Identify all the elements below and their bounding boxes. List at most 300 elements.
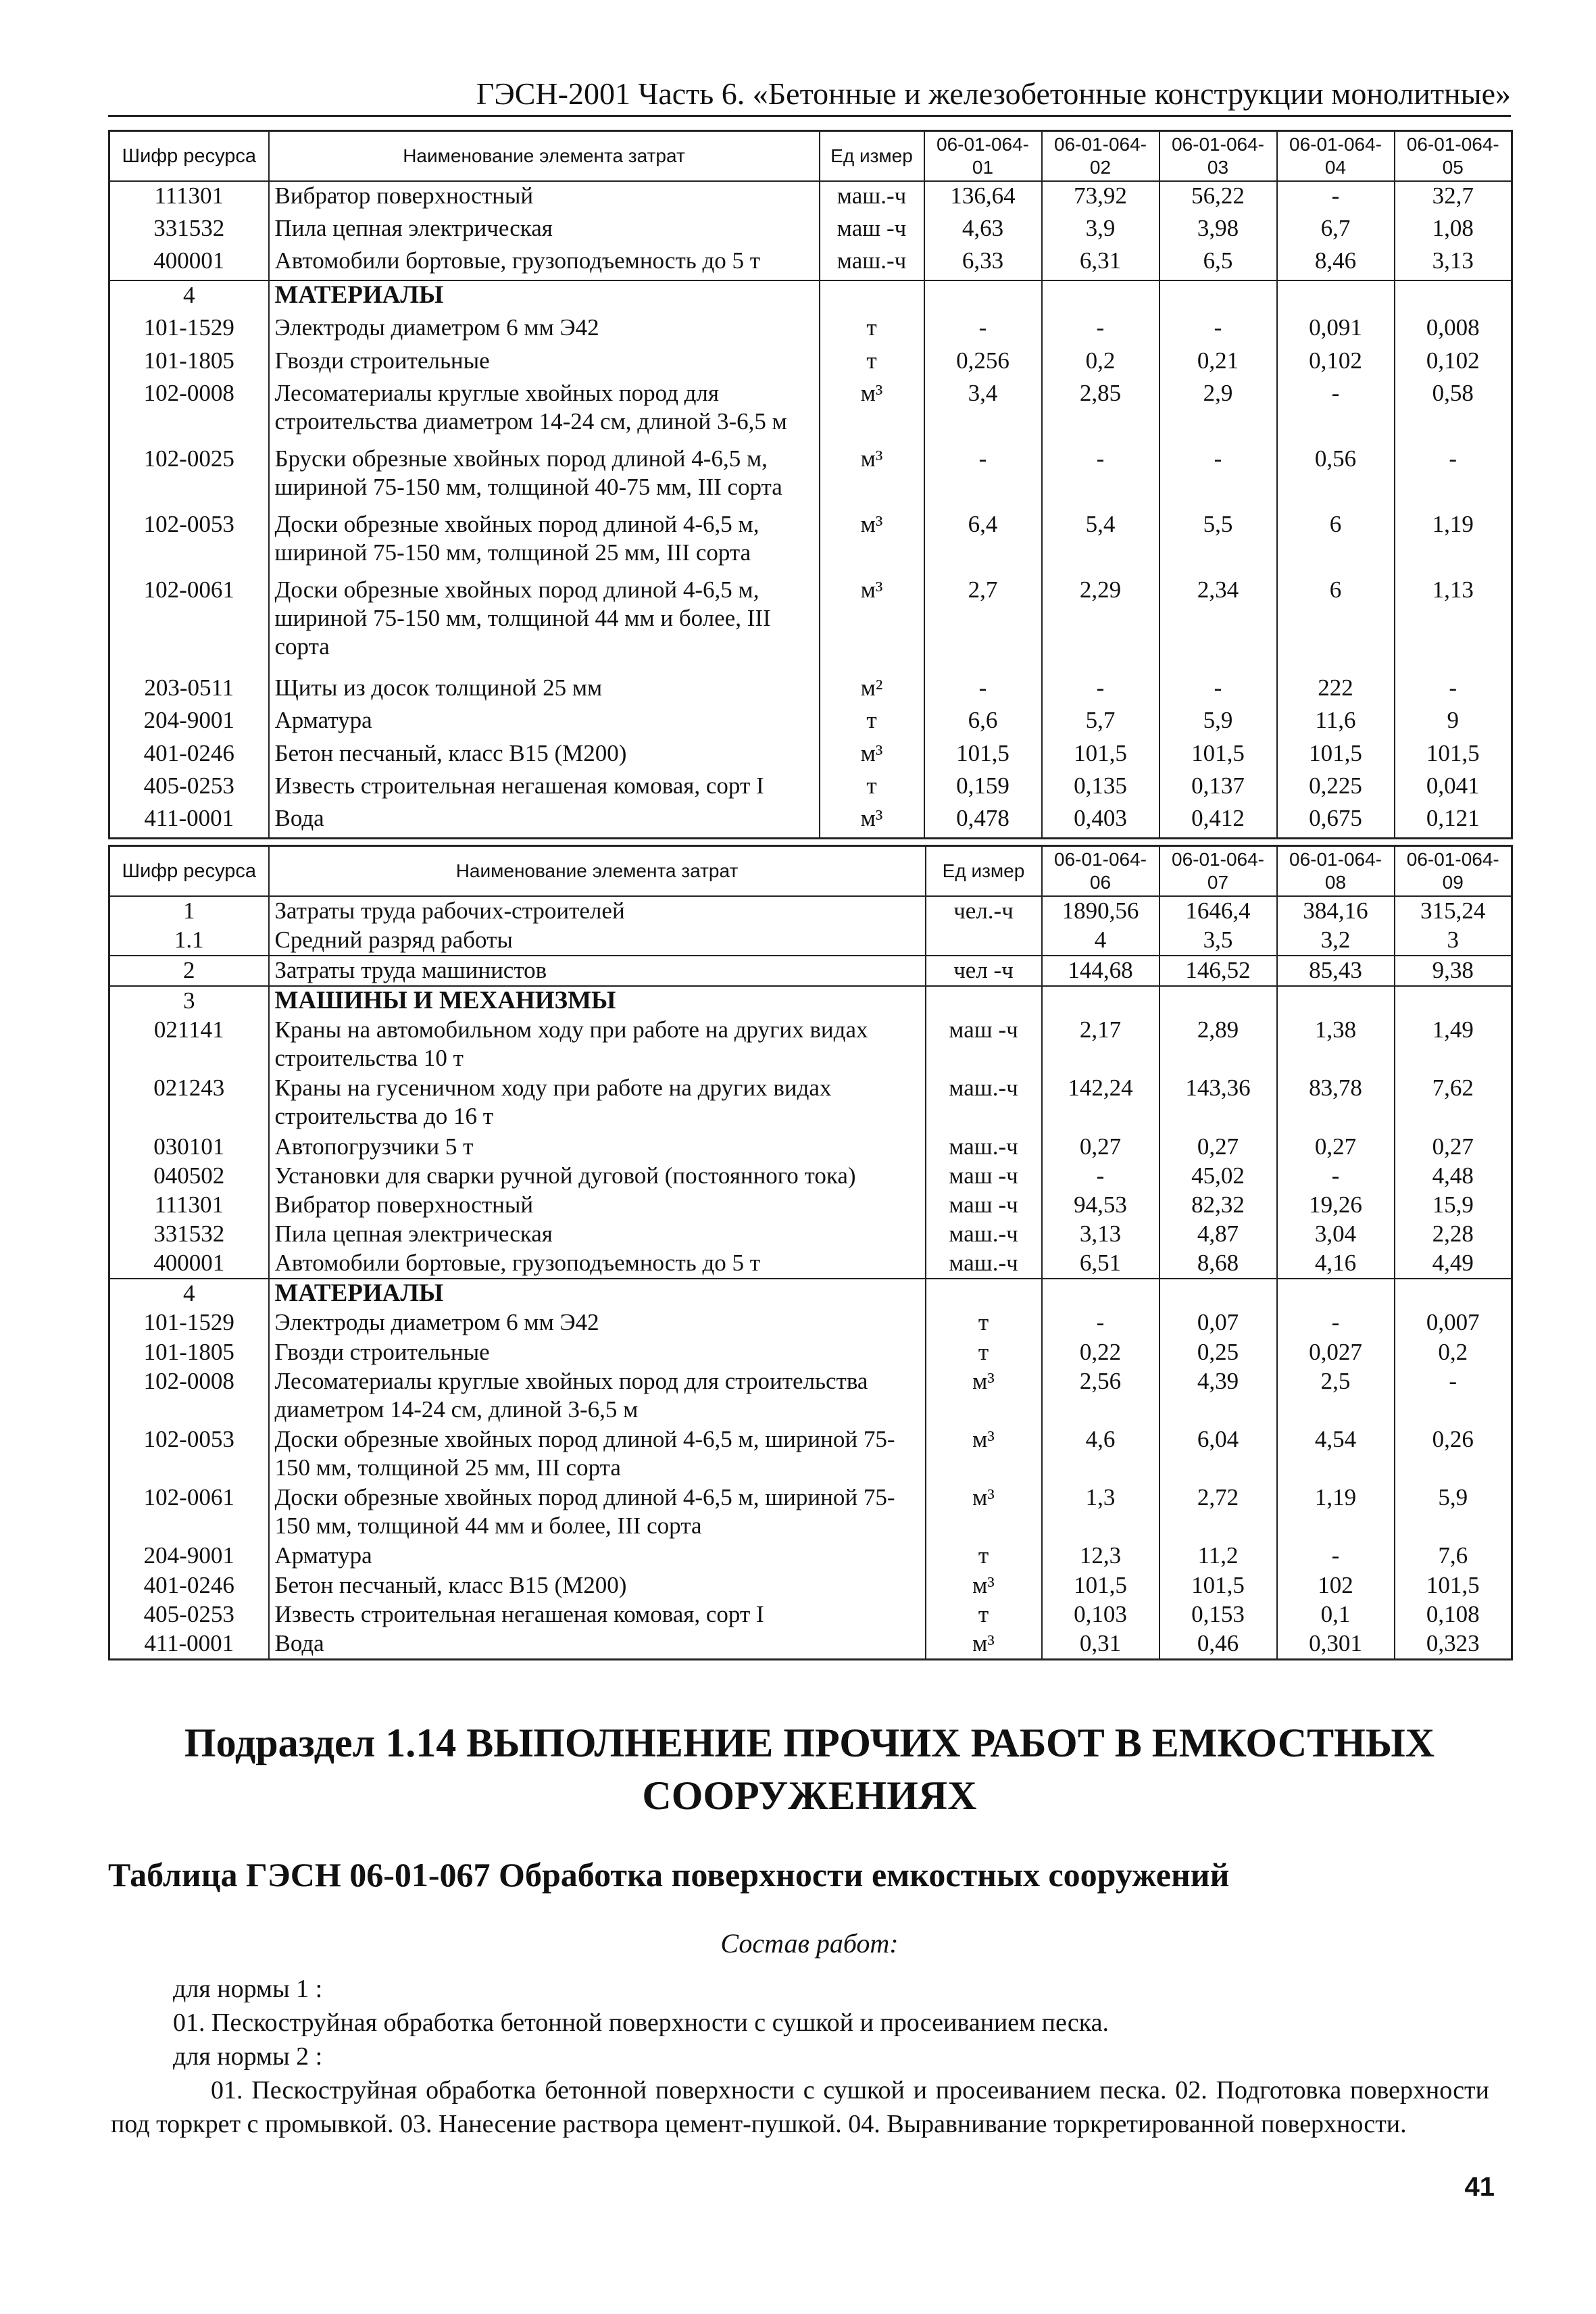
cell-value (1277, 280, 1395, 314)
cell-value: 0,121 (1395, 804, 1512, 838)
cell-unit: т (820, 706, 924, 739)
cell-value: 6,04 (1159, 1425, 1277, 1483)
cell-value: 0,07 (1159, 1308, 1277, 1337)
cell-value: 2,17 (1042, 1016, 1159, 1074)
cell-code: 021141 (109, 1016, 269, 1074)
cell-code: 102-0061 (109, 576, 269, 674)
cell-code: 102-0053 (109, 510, 269, 576)
cell-name: МАТЕРИАЛЫ (269, 1279, 926, 1308)
cell-code: 030101 (109, 1133, 269, 1162)
cell-name: Лесоматериалы круглые хвойных пород для строительства диаметром 14-24 см, длиной 3-6,5 м (269, 1367, 926, 1425)
cell-name: Пила цепная электрическая (269, 1220, 926, 1249)
cell-value: 1646,4 (1159, 896, 1277, 926)
cell-value: 15,9 (1395, 1191, 1512, 1220)
cell-value: 3,9 (1042, 214, 1159, 247)
cell-name: Краны на гусеничном ходу при работе на других видах строительства до 16 т (269, 1074, 926, 1132)
resource-table-2 (108, 845, 1513, 1660)
cell-value: 5,7 (1042, 706, 1159, 739)
cell-value (1159, 986, 1277, 1016)
cell-code: 101-1529 (109, 1308, 269, 1337)
cell-name: Вода (269, 1629, 926, 1660)
table-row (109, 1483, 1512, 1542)
cell-name: Краны на автомобильном ходу при работе на других видах строительства 10 т (269, 1016, 926, 1074)
cell-value: 2,29 (1042, 576, 1159, 674)
cell-code: 021243 (109, 1074, 269, 1132)
cell-value: 101,5 (1395, 739, 1512, 772)
cell-unit: маш -ч (926, 1162, 1042, 1191)
table-header-row (109, 131, 1512, 181)
cell-value: 2,56 (1042, 1367, 1159, 1425)
norm2-label: для нормы 2 : (173, 2042, 323, 2071)
cell-value: 11,6 (1277, 706, 1395, 739)
cell-code: 204-9001 (109, 1542, 269, 1571)
cell-value: 0,137 (1159, 772, 1277, 804)
cell-unit: маш.-ч (926, 1220, 1042, 1249)
table-row (109, 1016, 1512, 1074)
cell-value: 6 (1277, 510, 1395, 576)
cell-code: 4 (109, 1279, 269, 1308)
cell-name: Вибратор поверхностный (269, 1191, 926, 1220)
cell-unit: маш.-ч (820, 247, 924, 280)
cell-value: 144,68 (1042, 956, 1159, 986)
table-title: Таблица ГЭСН 06-01-067 Обработка поверхности емкостных сооружений (108, 1856, 1230, 1894)
table-row (109, 214, 1512, 247)
cell-name: Вода (269, 804, 820, 838)
cell-value: 3,98 (1159, 214, 1277, 247)
cell-name: Доски обрезные хвойных пород длиной 4-6,5 м, шириной 75-150 мм, толщиной 44 мм и более, III сорта (269, 576, 820, 674)
cell-unit: маш.-ч (926, 1074, 1042, 1132)
table-row (109, 379, 1512, 445)
cell-unit: м² (820, 674, 924, 706)
cell-value: 3,5 (1159, 926, 1277, 956)
cell-code: 102-0053 (109, 1425, 269, 1483)
cell-value (1395, 1279, 1512, 1308)
norm1-label: для нормы 1 : (173, 1975, 323, 2003)
cell-unit (926, 1279, 1042, 1308)
cell-name: Пила цепная электрическая (269, 214, 820, 247)
cell-value (1277, 986, 1395, 1016)
cell-value: 7,6 (1395, 1542, 1512, 1571)
composition-heading: Состав работ: (720, 1928, 899, 1959)
cell-unit: маш -ч (926, 1191, 1042, 1220)
cell-value: 0,103 (1042, 1600, 1159, 1629)
table-row (109, 1074, 1512, 1132)
cell-unit: м³ (820, 379, 924, 445)
cell-value: 101,5 (1277, 739, 1395, 772)
cell-unit: м³ (820, 510, 924, 576)
cell-value: 5,4 (1042, 510, 1159, 576)
cell-value: 101,5 (1159, 1571, 1277, 1600)
cell-code: 331532 (109, 1220, 269, 1249)
cell-value: - (1042, 314, 1159, 346)
section-row (109, 1279, 1512, 1308)
cell-code: 405-0253 (109, 772, 269, 804)
cell-name: Электроды диаметром 6 мм Э42 (269, 314, 820, 346)
cell-code: 102-0008 (109, 379, 269, 445)
cell-value: 4 (1042, 926, 1159, 956)
cell-value: - (1042, 1162, 1159, 1191)
cell-value: 4,6 (1042, 1425, 1159, 1483)
table-row (109, 576, 1512, 674)
cell-value: 0,102 (1277, 347, 1395, 379)
cell-code: 101-1805 (109, 347, 269, 379)
column-header: 06-01-064-09 (1395, 846, 1512, 896)
cell-value: 1,13 (1395, 576, 1512, 674)
cell-value (1395, 280, 1512, 314)
cell-name: Затраты труда машинистов (269, 956, 926, 986)
cell-value: - (1159, 314, 1277, 346)
cell-unit: чел.-ч (926, 896, 1042, 926)
cell-value: 146,52 (1159, 956, 1277, 986)
cell-value: 0,301 (1277, 1629, 1395, 1660)
cell-value: 4,39 (1159, 1367, 1277, 1425)
cell-value: 1,08 (1395, 214, 1512, 247)
cell-value: 143,36 (1159, 1074, 1277, 1132)
cell-value: 0,403 (1042, 804, 1159, 838)
cell-value: 8,46 (1277, 247, 1395, 280)
cell-code: 331532 (109, 214, 269, 247)
cell-value: 6,31 (1042, 247, 1159, 280)
cell-value: 0,22 (1042, 1338, 1159, 1367)
cell-value (1277, 1279, 1395, 1308)
cell-unit: м³ (820, 739, 924, 772)
table-row (109, 926, 1512, 956)
cell-value (924, 280, 1042, 314)
table-row (109, 181, 1512, 215)
table-header-row (109, 846, 1512, 896)
cell-value: 2,5 (1277, 1367, 1395, 1425)
work-composition (111, 1972, 1489, 2141)
cell-name: Щиты из досок толщиной 25 мм (269, 674, 820, 706)
table-row (109, 1308, 1512, 1337)
table-row (109, 1220, 1512, 1249)
cell-code: 111301 (109, 181, 269, 215)
cell-value: 0,2 (1395, 1338, 1512, 1367)
cell-value: 0,159 (924, 772, 1042, 804)
cell-value: - (1277, 181, 1395, 215)
cell-value (1042, 1279, 1159, 1308)
cell-value: 3,4 (924, 379, 1042, 445)
cell-value: 4,16 (1277, 1249, 1395, 1279)
cell-code: 204-9001 (109, 706, 269, 739)
cell-code: 400001 (109, 247, 269, 280)
cell-name: Установки для сварки ручной дуговой (постоянного тока) (269, 1162, 926, 1191)
table-row (109, 1133, 1512, 1162)
cell-value: - (1395, 674, 1512, 706)
table-row (109, 445, 1512, 510)
cell-value: 2,7 (924, 576, 1042, 674)
table-row (109, 1425, 1512, 1483)
cell-code: 101-1805 (109, 1338, 269, 1367)
cell-unit: т (820, 772, 924, 804)
cell-name: МАШИНЫ И МЕХАНИЗМЫ (269, 986, 926, 1016)
cell-unit: м³ (926, 1629, 1042, 1660)
cell-value: - (1159, 445, 1277, 510)
cell-unit: т (820, 314, 924, 346)
cell-value: 0,1 (1277, 1600, 1395, 1629)
cell-value: 3,04 (1277, 1220, 1395, 1249)
cell-value: 73,92 (1042, 181, 1159, 215)
cell-value: - (1395, 1367, 1512, 1425)
norm2-text: 01. Пескоструйная обработка бетонной поверхности с сушкой и просеиванием песка. 02. Подготовка поверхности под торкрет с промывкой. 03. Нанесение раствора цемент-пушкой. 04. Выравнивание торкретированной поверхности. (111, 2076, 1489, 2138)
cell-value: - (1042, 674, 1159, 706)
cell-value: - (1159, 674, 1277, 706)
cell-name: Арматура (269, 706, 820, 739)
table-row (109, 1191, 1512, 1220)
table-row (109, 1542, 1512, 1571)
cell-value: 0,108 (1395, 1600, 1512, 1629)
cell-unit: м³ (820, 445, 924, 510)
cell-value: 0,041 (1395, 772, 1512, 804)
cell-code: 101-1529 (109, 314, 269, 346)
cell-value: 0,091 (1277, 314, 1395, 346)
cell-value: 94,53 (1042, 1191, 1159, 1220)
cell-name: Автомобили бортовые, грузоподъемность до 5 т (269, 1249, 926, 1279)
cell-value: 0,102 (1395, 347, 1512, 379)
column-header: 06-01-064-03 (1159, 131, 1277, 181)
cell-value: - (1277, 1308, 1395, 1337)
cell-value: 5,9 (1159, 706, 1277, 739)
cell-code: 401-0246 (109, 739, 269, 772)
cell-name: Гвозди строительные (269, 1338, 926, 1367)
cell-name: Автопогрузчики 5 т (269, 1133, 926, 1162)
cell-value: 0,21 (1159, 347, 1277, 379)
cell-code: 411-0001 (109, 1629, 269, 1660)
column-header: 06-01-064-06 (1042, 846, 1159, 896)
table-row (109, 314, 1512, 346)
cell-value: 0,027 (1277, 1338, 1395, 1367)
cell-value: 0,153 (1159, 1600, 1277, 1629)
column-header: Наименование элемента затрат (269, 131, 820, 181)
cell-code: 2 (109, 956, 269, 986)
cell-name: Гвозди строительные (269, 347, 820, 379)
cell-name: Электроды диаметром 6 мм Э42 (269, 1308, 926, 1337)
cell-name: Доски обрезные хвойных пород длиной 4-6,5 м, шириной 75-150 мм, толщиной 25 мм, III сорта (269, 510, 820, 576)
cell-code: 1 (109, 896, 269, 926)
cell-unit: т (926, 1338, 1042, 1367)
cell-value: 4,48 (1395, 1162, 1512, 1191)
cell-value: 136,64 (924, 181, 1042, 215)
page-number: 41 (1464, 2172, 1495, 2202)
cell-value: 0,007 (1395, 1308, 1512, 1337)
cell-value: 3 (1395, 926, 1512, 956)
cell-code: 401-0246 (109, 1571, 269, 1600)
cell-code: 400001 (109, 1249, 269, 1279)
cell-value (1395, 986, 1512, 1016)
cell-unit: м³ (820, 804, 924, 838)
norm1-text: 01. Пескоструйная обработка бетонной поверхности с сушкой и просеиванием песка. (173, 2009, 1109, 2037)
cell-value: 6,33 (924, 247, 1042, 280)
cell-unit: маш -ч (820, 214, 924, 247)
cell-value: 0,27 (1159, 1133, 1277, 1162)
column-header: Наименование элемента затрат (269, 846, 926, 896)
cell-value: 2,34 (1159, 576, 1277, 674)
cell-value: 0,478 (924, 804, 1042, 838)
cell-code: 102-0025 (109, 445, 269, 510)
cell-value: 6,4 (924, 510, 1042, 576)
cell-value: 2,72 (1159, 1483, 1277, 1542)
cell-code: 203-0511 (109, 674, 269, 706)
cell-value: 0,225 (1277, 772, 1395, 804)
cell-value: 0,323 (1395, 1629, 1512, 1660)
cell-value (1159, 1279, 1277, 1308)
cell-unit: т (926, 1542, 1042, 1571)
cell-value: 5,9 (1395, 1483, 1512, 1542)
table-row (109, 674, 1512, 706)
cell-value: 0,412 (1159, 804, 1277, 838)
cell-value: 11,2 (1159, 1542, 1277, 1571)
cell-value: 7,62 (1395, 1074, 1512, 1132)
column-header: Ед измер (926, 846, 1042, 896)
cell-name: Лесоматериалы круглые хвойных пород для строительства диаметром 14-24 см, длиной 3-6,5 м (269, 379, 820, 445)
resource-table-1 (108, 130, 1513, 839)
cell-value: 83,78 (1277, 1074, 1395, 1132)
table-row (109, 1367, 1512, 1425)
cell-name: Доски обрезные хвойных пород длиной 4-6,5 м, шириной 75-150 мм, толщиной 25 мм, III сорта (269, 1425, 926, 1483)
cell-name: Бетон песчаный, класс В15 (М200) (269, 739, 820, 772)
table-row (109, 1629, 1512, 1660)
cell-unit (820, 280, 924, 314)
cell-value: 101,5 (924, 739, 1042, 772)
cell-value: 3,13 (1395, 247, 1512, 280)
section-row (109, 986, 1512, 1016)
column-header: 06-01-064-07 (1159, 846, 1277, 896)
cell-unit: м³ (926, 1483, 1042, 1542)
cell-value: 1890,56 (1042, 896, 1159, 926)
cell-name: Затраты труда рабочих-строителей (269, 896, 926, 926)
cell-value: 19,26 (1277, 1191, 1395, 1220)
subsection-title: Подраздел 1.14 ВЫПОЛНЕНИЕ ПРОЧИХ РАБОТ В ЕМКОСТНЫХ СООРУЖЕНИЯХ (184, 1721, 1435, 1818)
table-row (109, 510, 1512, 576)
cell-name: Бетон песчаный, класс В15 (М200) (269, 1571, 926, 1600)
cell-value: 0,2 (1042, 347, 1159, 379)
cell-value: 56,22 (1159, 181, 1277, 215)
cell-unit: т (926, 1308, 1042, 1337)
cell-unit: м³ (926, 1425, 1042, 1483)
cell-name: Средний разряд работы (269, 926, 926, 956)
cell-unit (926, 926, 1042, 956)
cell-code: 3 (109, 986, 269, 1016)
cell-value: 6,7 (1277, 214, 1395, 247)
cell-value: 12,3 (1042, 1542, 1159, 1571)
cell-value: 0,135 (1042, 772, 1159, 804)
cell-value: 0,58 (1395, 379, 1512, 445)
cell-unit: м³ (820, 576, 924, 674)
table-row (109, 896, 1512, 926)
cell-value (1042, 280, 1159, 314)
cell-value: - (1042, 445, 1159, 510)
table-row (109, 739, 1512, 772)
cell-unit: маш.-ч (820, 181, 924, 215)
cell-value: 0,56 (1277, 445, 1395, 510)
table-row (109, 1571, 1512, 1600)
cell-value: 101,5 (1159, 739, 1277, 772)
cell-value: 1,38 (1277, 1016, 1395, 1074)
cell-value: 45,02 (1159, 1162, 1277, 1191)
cell-value: - (1395, 445, 1512, 510)
cell-value: 6 (1277, 576, 1395, 674)
cell-value: 101,5 (1042, 1571, 1159, 1600)
table-row (109, 347, 1512, 379)
cell-name: Известь строительная негашеная комовая, сорт I (269, 1600, 926, 1629)
cell-value: - (924, 674, 1042, 706)
cell-value: 1,19 (1395, 510, 1512, 576)
cell-value: 6,6 (924, 706, 1042, 739)
cell-value: 4,54 (1277, 1425, 1395, 1483)
cell-value: 315,24 (1395, 896, 1512, 926)
cell-value: 4,87 (1159, 1220, 1277, 1249)
cell-value: 85,43 (1277, 956, 1395, 986)
cell-name: Вибратор поверхностный (269, 181, 820, 215)
cell-value: 1,49 (1395, 1016, 1512, 1074)
cell-value: 0,675 (1277, 804, 1395, 838)
cell-value: 222 (1277, 674, 1395, 706)
cell-value: 101,5 (1395, 1571, 1512, 1600)
cell-value: 6,51 (1042, 1249, 1159, 1279)
cell-value: 0,25 (1159, 1338, 1277, 1367)
cell-value: 32,7 (1395, 181, 1512, 215)
cell-value: 2,28 (1395, 1220, 1512, 1249)
cell-code: 040502 (109, 1162, 269, 1191)
cell-unit: маш.-ч (926, 1133, 1042, 1162)
cell-value: 0,31 (1042, 1629, 1159, 1660)
cell-code: 1.1 (109, 926, 269, 956)
cell-value: 0,27 (1277, 1133, 1395, 1162)
cell-value: 101,5 (1042, 739, 1159, 772)
cell-value: 102 (1277, 1571, 1395, 1600)
cell-value: 0,008 (1395, 314, 1512, 346)
cell-value: 5,5 (1159, 510, 1277, 576)
column-header: 06-01-064-05 (1395, 131, 1512, 181)
cell-value: 0,26 (1395, 1425, 1512, 1483)
cell-code: 102-0008 (109, 1367, 269, 1425)
column-header: 06-01-064-08 (1277, 846, 1395, 896)
cell-name: Автомобили бортовые, грузоподъемность до 5 т (269, 247, 820, 280)
cell-value: 82,32 (1159, 1191, 1277, 1220)
table-row (109, 1249, 1512, 1279)
cell-unit: т (926, 1600, 1042, 1629)
cell-value: - (1277, 1162, 1395, 1191)
column-header: 06-01-064-01 (924, 131, 1042, 181)
table-row (109, 1600, 1512, 1629)
cell-value: 1,3 (1042, 1483, 1159, 1542)
column-header: Шифр ресурса (109, 131, 269, 181)
cell-value: 2,85 (1042, 379, 1159, 445)
table-row (109, 1338, 1512, 1367)
cell-name: МАТЕРИАЛЫ (269, 280, 820, 314)
column-header: Шифр ресурса (109, 846, 269, 896)
cell-value: - (1277, 379, 1395, 445)
cell-unit: маш.-ч (926, 1249, 1042, 1279)
cell-unit (926, 986, 1042, 1016)
cell-unit: чел -ч (926, 956, 1042, 986)
cell-unit: м³ (926, 1367, 1042, 1425)
cell-value: 0,27 (1042, 1133, 1159, 1162)
cell-value: 3,2 (1277, 926, 1395, 956)
cell-value: 4,49 (1395, 1249, 1512, 1279)
cell-code: 411-0001 (109, 804, 269, 838)
cell-value: 9 (1395, 706, 1512, 739)
cell-value: 4,63 (924, 214, 1042, 247)
table-row (109, 247, 1512, 280)
column-header: 06-01-064-02 (1042, 131, 1159, 181)
cell-name: Бруски обрезные хвойных пород длиной 4-6,5 м, шириной 75-150 мм, толщиной 40-75 мм, III сорта (269, 445, 820, 510)
cell-value: 2,89 (1159, 1016, 1277, 1074)
cell-value: 0,27 (1395, 1133, 1512, 1162)
column-header: 06-01-064-04 (1277, 131, 1395, 181)
running-header: ГЭСН-2001 Часть 6. «Бетонные и железобетонные конструкции монолитные» (108, 73, 1511, 117)
cell-value: 2,9 (1159, 379, 1277, 445)
